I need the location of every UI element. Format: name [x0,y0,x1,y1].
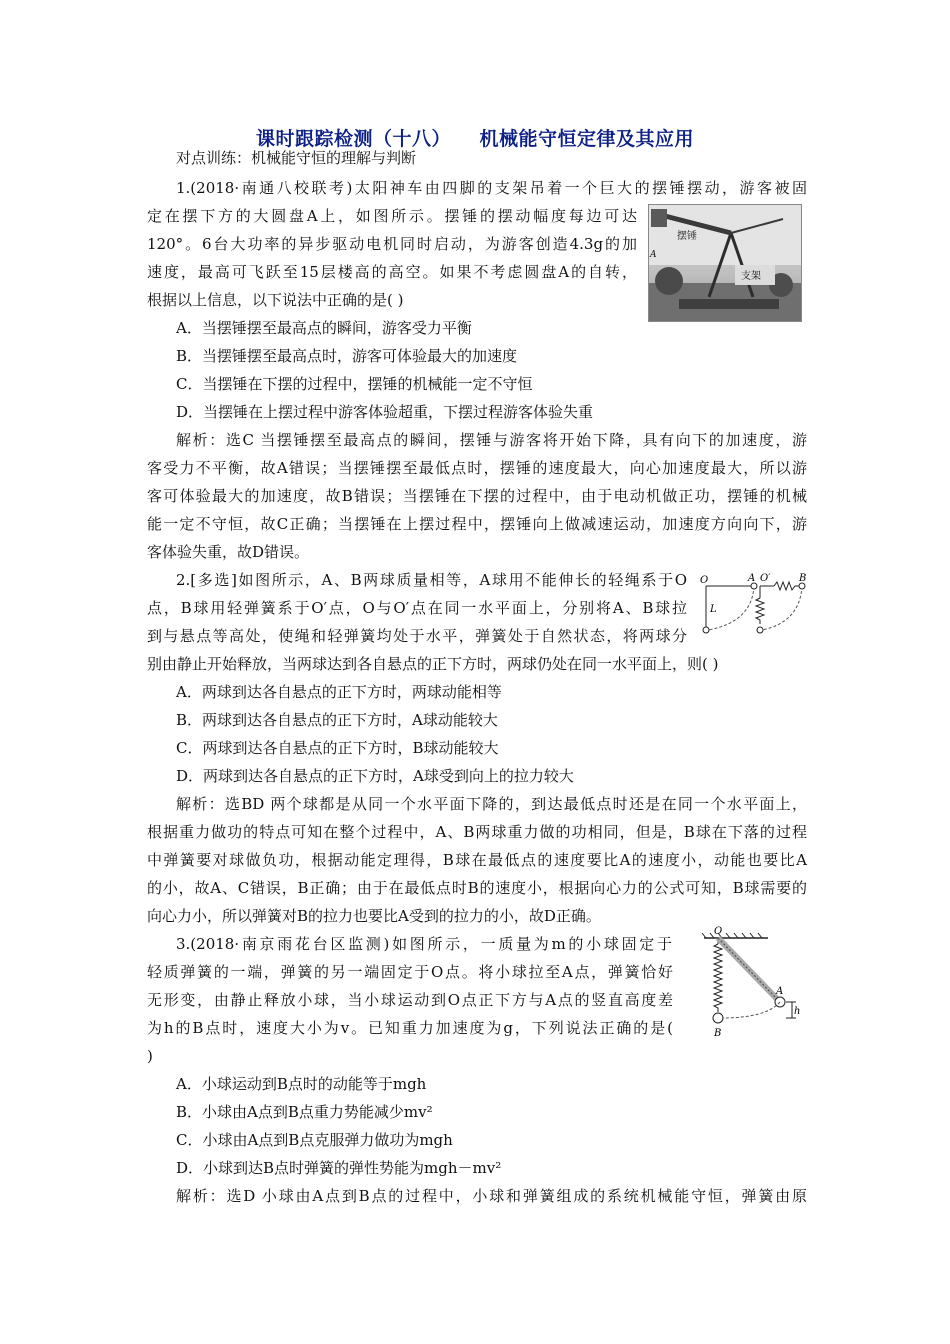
q2-label-a: A [748,573,756,584]
q2-line: 到与悬点等高处，使绳和轻弹簧均处于水平，弹簧处于自然状态，将两球分 [147,627,687,645]
q3-option-b: B．小球由A点到B点重力势能减少mv² [176,1103,433,1121]
q1-line: 定在摆下方的大圆盘A上，如图所示。摆锤的摆动幅度每边可达 [147,207,637,225]
q2-analysis-line: 中弹簧要对球做负功，根据动能定理得，B球在最低点的速度要比A的速度小，动能也要比A [147,851,807,869]
q3-line: 为h的B点时，速度大小为v。已知重力加速度为g，下列说法正确的是( [147,1019,673,1037]
q3-line: 轻质弹簧的一端，弹簧的另一端固定于O点。将小球拉至A点，弹簧恰好 [147,963,673,981]
q3-option-a: A．小球运动到B点时的动能等于mgh [176,1075,427,1093]
q2-analysis-line: 解析：选BD 两个球都是从同一个水平面下降的，到达最低点时还是在同一个水平面上， [176,795,807,813]
q1-line: 120°。6台大功率的异步驱动电机同时启动，为游客创造4.3g的加 [147,235,637,253]
q2-line: 别由静止开始释放，当两球达到各自悬点的正下方时，两球仍处在同一水平面上，则( ) [147,655,719,673]
q3-label-h: h [794,1006,801,1017]
frame-label: 支架 [741,271,761,282]
q2-analysis-line: 向心力小，所以弹簧对B的拉力也要比A受到的拉力的小，故D正确。 [147,907,601,925]
section-heading: 对点训练：机械能守恒的理解与判断 [176,149,417,167]
q1-option-a: A．当摆锤摆至最高点的瞬间，游客受力平衡 [176,319,472,337]
q1-option-b: B．当摆锤摆至最高点时，游客可体验最大的加速度 [176,347,518,365]
q1-analysis-line: 客体验失重，故D错误。 [147,543,310,561]
page-title: 课时跟踪检测（十八） 机械能守恒定律及其应用 [256,128,694,150]
q2-label-b: B [799,573,807,584]
q3-diagram [696,924,806,1052]
q3-line: ) [147,1047,153,1065]
q1-line: 1.(2018·南通八校联考)太阳神车由四脚的支架吊着一个巨大的摆锤摆动，游客被固 [176,179,807,197]
q1-option-d: D．当摆锤在上摆过程中游客体验超重，下摆过程游客体验失重 [176,403,594,421]
point-a-label: A [650,250,657,260]
q3-label-a: A [776,986,784,997]
q2-line: 点，B球用轻弹簧系于O′点，O与O′点在同一水平面上，分别将A、B球拉 [147,599,687,617]
q2-label-o-prime: O′ [760,573,771,584]
q2-option-d: D．两球到达各自悬点的正下方时，A球受到向上的拉力较大 [176,767,574,785]
q3-option-d: D．小球到达B点时弹簧的弹性势能为mgh－mv² [176,1159,502,1177]
q1-analysis-line: 客受力不平衡，故A错误；当摆锤摆至最低点时，摆锤的速度最大，向心加速度最大，所以游 [147,459,807,477]
q2-line: 2.[多选]如图所示，A、B两球质量相等，A球用不能伸长的轻绳系于O [176,571,687,589]
q2-analysis-line: 根据重力做功的特点可知在整个过程中，A、B两球重力做的功相同，但是，B球在下落的过程 [147,823,807,841]
q1-line: 速度，最高可飞跃至15层楼高的高空。如果不考虑圆盘A的自转， [147,263,637,281]
q3-label-o: O [714,926,723,937]
q3-option-c: C．小球由A点到B点克服弹力做功为mgh [176,1131,453,1149]
q2-label-o: O [700,575,709,586]
q3-analysis-line: 解析：选D 小球由A点到B点的过程中，小球和弹簧组成的系统机械能守恒，弹簧由原 [176,1187,807,1205]
q1-line: 根据以上信息，以下说法中正确的是( ) [147,291,404,309]
q1-analysis-line: 客可体验最大的加速度，故B错误；当摆锤在下摆的过程中，由于电动机做正功，摆锤的机械 [147,487,807,505]
q1-analysis-line: 解析：选C 当摆锤摆至最高点的瞬间，摆锤与游客将开始下降，具有向下的加速度，游 [176,431,807,449]
q2-option-c: C．两球到达各自悬点的正下方时，B球动能较大 [176,739,499,757]
q2-option-b: B．两球到达各自悬点的正下方时，A球动能较大 [176,711,498,729]
q2-option-a: A．两球到达各自悬点的正下方时，两球动能相等 [176,683,502,701]
q2-analysis-line: 的小，故A、C错误，B正确；由于在最低点时B的速度小，根据向心力的公式可知，B球需要的 [147,879,807,897]
q1-option-c: C．当摆锤在下摆的过程中，摆锤的机械能一定不守恒 [176,375,533,393]
q3-label-b: B [714,1028,722,1039]
q2-diagram [698,572,816,642]
q3-line: 3.(2018·南京雨花台区监测)如图所示，一质量为m的小球固定于 [176,935,672,953]
q3-line: 无形变，由静止释放小球，当小球运动到O点正下方与A点的竖直高度差 [147,991,673,1009]
q1-analysis-line: 能一定不守恒，故C正确；当摆锤在上摆过程中，摆锤向上做减速运动，加速度方向向下，游 [147,515,807,533]
q2-label-l: L [710,604,717,615]
pendulum-label: 摆锤 [677,231,697,242]
pendulum-ride-photo [648,204,802,322]
